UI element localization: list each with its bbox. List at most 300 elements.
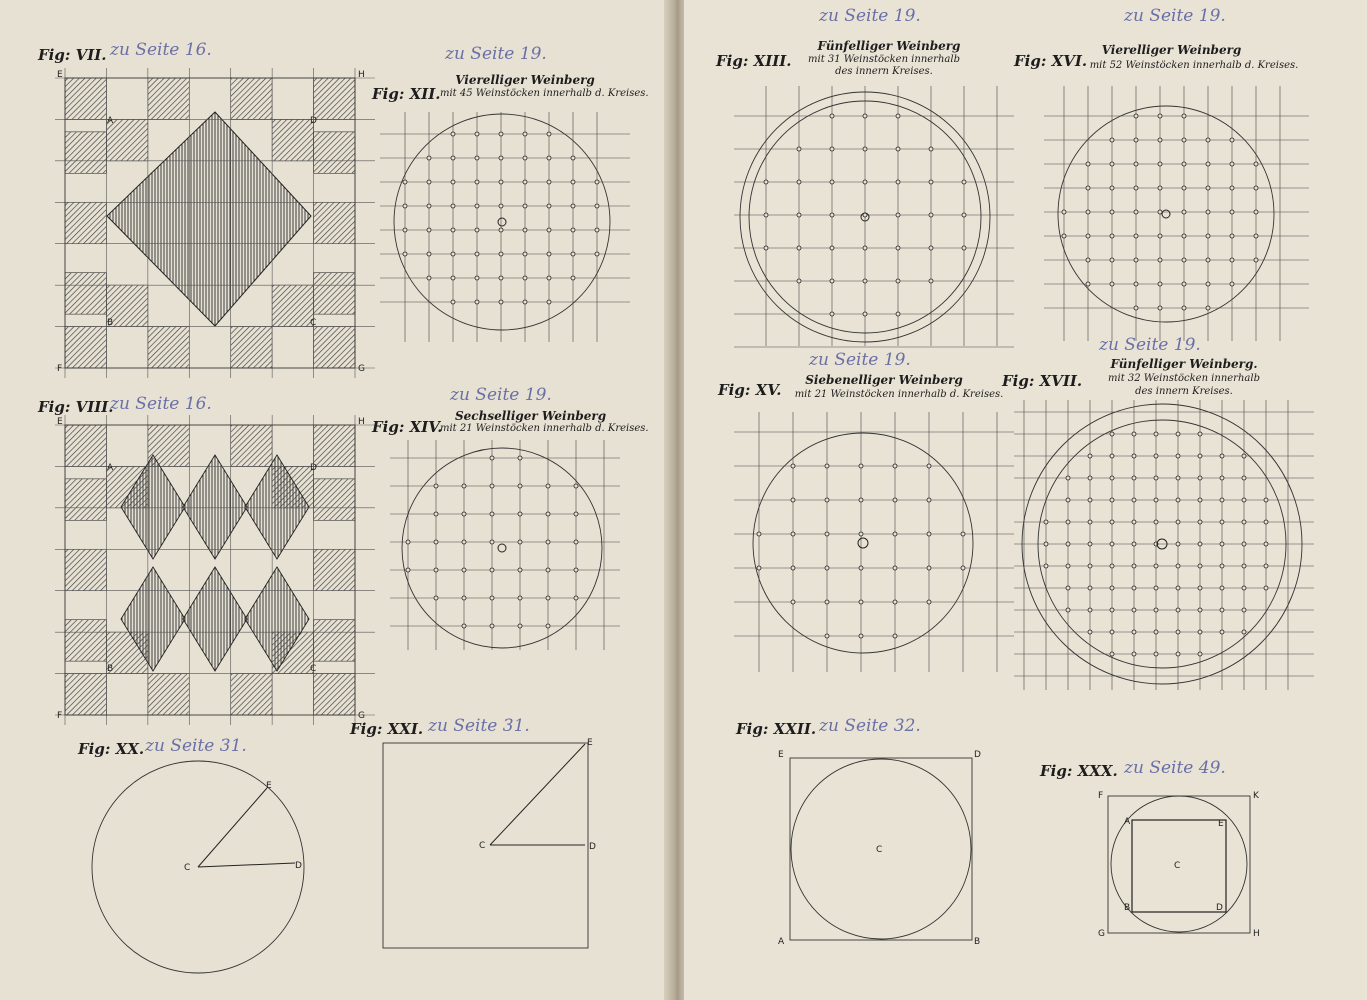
vine-dot (547, 300, 551, 304)
vine-dot (859, 634, 863, 638)
vine-dot (791, 532, 795, 536)
fig22-label-e: E (778, 750, 784, 760)
fig22-label-a: A (778, 937, 785, 947)
vine-dot (764, 213, 768, 217)
fig13-note: zu Seite 19. (819, 6, 921, 26)
fig8-corner-e: E (57, 417, 63, 427)
vine-dot (1176, 542, 1180, 546)
vine-dot (1086, 282, 1090, 286)
vine-dot (1220, 608, 1224, 612)
vine-dot (1158, 234, 1162, 238)
left-page (0, 0, 668, 1000)
vine-dot (546, 624, 550, 628)
vine-dot (825, 566, 829, 570)
vine-dot (1176, 520, 1180, 524)
vine-dot (427, 180, 431, 184)
vine-dot (1230, 138, 1234, 142)
vine-dot (1044, 520, 1048, 524)
fig7-corner-g: G (358, 364, 365, 374)
fig8-corner-c: C (310, 664, 317, 674)
vine-dot (797, 246, 801, 250)
vine-dot (1158, 258, 1162, 262)
vine-dot (571, 276, 575, 280)
vine-dot (1230, 234, 1234, 238)
vine-dot (490, 596, 494, 600)
fig17-title: Fünfelliger Weinberg. (1110, 357, 1258, 371)
vine-dot (1220, 542, 1224, 546)
vine-dot (595, 228, 599, 232)
vine-dot (547, 204, 551, 208)
fig21-label-d: D (589, 842, 596, 852)
fig8-number: Fig: VIII. (38, 398, 114, 416)
vine-dot (1154, 630, 1158, 634)
vine-dot (595, 252, 599, 256)
vine-dot (1220, 564, 1224, 568)
fig14-number: Fig: XIV. (372, 418, 443, 436)
vine-dot (830, 114, 834, 118)
vine-dot (1198, 586, 1202, 590)
fig20-label-c: C (184, 863, 191, 873)
vine-dot (499, 132, 503, 136)
vine-dot (1206, 210, 1210, 214)
fig30-label-e: E (1218, 819, 1224, 829)
vine-dot (1230, 282, 1234, 286)
vine-dot (499, 276, 503, 280)
vine-dot (1242, 586, 1246, 590)
vine-dot (859, 532, 863, 536)
vine-dot (927, 498, 931, 502)
vine-dot (1086, 258, 1090, 262)
vine-dot (896, 246, 900, 250)
vine-dot (961, 532, 965, 536)
vine-dot (523, 132, 527, 136)
vine-dot (1242, 630, 1246, 634)
vine-dot (571, 228, 575, 232)
vine-dot (427, 204, 431, 208)
vine-dot (595, 204, 599, 208)
fig13-subtitle1: mit 31 Weinstöcken innerhalb (808, 54, 960, 65)
fig16-number: Fig: XVI. (1014, 52, 1088, 70)
vine-dot (1198, 432, 1202, 436)
vine-dot (1264, 586, 1268, 590)
vine-dot (1110, 652, 1114, 656)
vine-dot (1158, 282, 1162, 286)
vine-dot (1206, 162, 1210, 166)
vine-dot (1154, 476, 1158, 480)
vine-dot (1242, 498, 1246, 502)
vine-dot (427, 156, 431, 160)
vine-dot (896, 213, 900, 217)
fig30-label-a: A (1124, 817, 1131, 827)
vine-dot (791, 600, 795, 604)
vine-dot (1110, 454, 1114, 458)
fig30-label-b: B (1124, 903, 1131, 913)
vine-dot (595, 180, 599, 184)
vine-dot (1134, 234, 1138, 238)
vine-dot (1132, 520, 1136, 524)
fig7-number: Fig: VII. (38, 46, 107, 64)
vine-dot (1132, 476, 1136, 480)
vine-dot (571, 252, 575, 256)
fig16-subtitle: mit 52 Weinstöcken innerhalb d. Kreises. (1089, 60, 1299, 71)
vine-dot (403, 180, 407, 184)
vine-dot (571, 180, 575, 184)
vine-dot (1220, 586, 1224, 590)
vine-dot (893, 600, 897, 604)
vine-dot (1132, 432, 1136, 436)
vine-dot (462, 624, 466, 628)
vine-dot (475, 300, 479, 304)
vine-dot (1132, 498, 1136, 502)
vine-dot (475, 228, 479, 232)
vine-dot (1206, 282, 1210, 286)
vine-dot (1132, 586, 1136, 590)
vine-dot (1206, 234, 1210, 238)
vine-dot (1110, 520, 1114, 524)
vine-dot (547, 180, 551, 184)
fig12-diagram (380, 112, 630, 342)
vine-dot (475, 180, 479, 184)
fig15-note: zu Seite 19. (809, 350, 911, 370)
fig8-diamonds (121, 455, 309, 671)
fig20-note: zu Seite 31. (145, 736, 247, 756)
vine-dot (574, 540, 578, 544)
fig14-title: Sechselliger Weinberg (455, 409, 607, 423)
fig12-number: Fig: XII. (372, 85, 441, 103)
fig21-note: zu Seite 31. (428, 716, 530, 736)
vine-dot (1176, 630, 1180, 634)
vine-dot (574, 512, 578, 516)
fig14-diagram (390, 440, 620, 650)
vine-dot (1198, 542, 1202, 546)
vine-dot (523, 252, 527, 256)
vine-dot (1206, 258, 1210, 262)
vine-dot (1134, 306, 1138, 310)
vine-dot (1254, 210, 1258, 214)
vine-dot (1110, 586, 1114, 590)
vine-dot (1206, 186, 1210, 190)
vine-dot (830, 213, 834, 217)
fig20-label-d: D (295, 861, 302, 871)
vine-dot (523, 276, 527, 280)
vine-dot (499, 156, 503, 160)
vine-dot (518, 568, 522, 572)
vine-dot (1254, 186, 1258, 190)
vine-dot (1264, 564, 1268, 568)
vine-dot (863, 180, 867, 184)
vine-dot (1182, 258, 1186, 262)
vine-dot (1154, 520, 1158, 524)
vine-dot (1110, 608, 1114, 612)
vine-dot (1182, 282, 1186, 286)
vine-dot (523, 204, 527, 208)
vine-dot (764, 180, 768, 184)
vine-dot (863, 279, 867, 283)
vine-dot (1066, 476, 1070, 480)
vine-dot (451, 276, 455, 280)
vine-dot (1230, 186, 1234, 190)
vine-dot (927, 566, 931, 570)
fig22-diagram (774, 744, 994, 954)
vine-dot (1110, 162, 1114, 166)
fig17-note: zu Seite 19. (1099, 335, 1201, 355)
vine-dot (830, 312, 834, 316)
vine-dot (893, 464, 897, 468)
vine-dot (1066, 586, 1070, 590)
vine-dot (791, 566, 795, 570)
fig30-note: zu Seite 49. (1124, 758, 1226, 778)
vine-dot (1206, 138, 1210, 142)
vine-dot (1220, 630, 1224, 634)
vine-dot (547, 252, 551, 256)
vine-dot (406, 540, 410, 544)
vine-dot (1066, 564, 1070, 568)
vine-dot (451, 204, 455, 208)
vine-dot (1198, 476, 1202, 480)
vine-dot (451, 300, 455, 304)
fig30-label-h: H (1253, 929, 1260, 939)
vine-dot (490, 456, 494, 460)
vine-dot (462, 596, 466, 600)
vine-dot (490, 624, 494, 628)
fig17-diagram (1014, 400, 1314, 690)
vine-dot (434, 512, 438, 516)
vine-dot (523, 228, 527, 232)
vine-dot (1158, 162, 1162, 166)
vine-dot (518, 540, 522, 544)
vine-dot (1176, 432, 1180, 436)
fig8-note: zu Seite 16. (110, 394, 212, 414)
vine-dot (859, 498, 863, 502)
vine-dot (1220, 454, 1224, 458)
vine-dot (546, 568, 550, 572)
vine-dot (1110, 542, 1114, 546)
vine-dot (830, 180, 834, 184)
vine-dot (499, 180, 503, 184)
vine-dot (1110, 138, 1114, 142)
vine-dot (546, 596, 550, 600)
vine-dot (427, 228, 431, 232)
vine-dot (451, 156, 455, 160)
fig30-diagram (1096, 788, 1266, 943)
vine-dot (863, 147, 867, 151)
vine-dot (1044, 542, 1048, 546)
vine-dot (1110, 234, 1114, 238)
vine-dot (1182, 138, 1186, 142)
vine-dot (1154, 498, 1158, 502)
vine-dot (825, 600, 829, 604)
vine-dot (1220, 520, 1224, 524)
vine-dot (859, 600, 863, 604)
fig22-label-b: B (974, 937, 981, 947)
fig30-label-g: G (1098, 929, 1105, 939)
vine-dot (929, 246, 933, 250)
fig20-diagram (90, 760, 330, 980)
vine-dot (1158, 306, 1162, 310)
vine-dot (1242, 608, 1246, 612)
fig30-number: Fig: XXX. (1040, 762, 1118, 780)
vine-dot (1198, 454, 1202, 458)
vine-dot (757, 532, 761, 536)
vine-dot (1066, 542, 1070, 546)
vine-dot (797, 147, 801, 151)
vine-dot (434, 568, 438, 572)
fig21-label-e: E (587, 738, 593, 748)
vine-dot (825, 634, 829, 638)
fig15-number: Fig: XV. (718, 381, 782, 399)
vine-dot (1198, 564, 1202, 568)
vine-dot (1206, 306, 1210, 310)
vine-dot (490, 484, 494, 488)
fig30-label-k: K (1253, 791, 1259, 801)
vine-dot (1134, 258, 1138, 262)
vine-dot (523, 300, 527, 304)
vine-dot (1230, 258, 1234, 262)
vine-dot (1134, 138, 1138, 142)
vine-dot (546, 540, 550, 544)
vine-dot (1086, 186, 1090, 190)
vine-dot (896, 114, 900, 118)
fig16-diagram (1044, 86, 1309, 341)
vine-dot (1242, 454, 1246, 458)
vine-dot (499, 300, 503, 304)
fig13-diagram (734, 86, 1014, 346)
vine-dot (1254, 234, 1258, 238)
vine-dot (499, 252, 503, 256)
fig8-corner-g: G (358, 711, 365, 721)
vine-dot (1134, 114, 1138, 118)
vine-dot (475, 204, 479, 208)
vine-dot (1154, 586, 1158, 590)
vine-dot (1088, 608, 1092, 612)
vine-dot (475, 252, 479, 256)
fig8-corner-b: B (107, 664, 114, 674)
vine-dot (403, 204, 407, 208)
vine-dot (1176, 498, 1180, 502)
vine-dot (1134, 162, 1138, 166)
vine-dot (863, 312, 867, 316)
fig12-note: zu Seite 19. (445, 44, 547, 64)
vine-dot (1154, 564, 1158, 568)
vine-dot (406, 568, 410, 572)
vine-dot (462, 512, 466, 516)
vine-dot (893, 498, 897, 502)
vine-dot (1134, 282, 1138, 286)
vine-dot (896, 279, 900, 283)
vine-dot (574, 568, 578, 572)
vine-dot (451, 252, 455, 256)
vine-dot (896, 147, 900, 151)
fig7-corner-f: F (57, 364, 63, 374)
vine-dot (427, 276, 431, 280)
vine-dot (571, 204, 575, 208)
vine-dot (1044, 564, 1048, 568)
vine-dot (1264, 542, 1268, 546)
vine-dot (830, 246, 834, 250)
vine-dot (1176, 608, 1180, 612)
vine-dot (462, 540, 466, 544)
vine-dot (1198, 630, 1202, 634)
vine-dot (1182, 306, 1186, 310)
fig14-subtitle: mit 21 Weinstöcken innerhalb d. Kreises. (440, 423, 649, 434)
fig7-diagram (55, 68, 375, 378)
vine-dot (1198, 608, 1202, 612)
fig8-corner-a: A (107, 463, 114, 473)
vine-dot (1088, 630, 1092, 634)
vine-dot (1110, 258, 1114, 262)
vine-dot (1132, 652, 1136, 656)
vine-dot (546, 512, 550, 516)
vine-dot (863, 114, 867, 118)
vine-dot (797, 180, 801, 184)
vine-dot (1198, 498, 1202, 502)
vine-dot (1110, 282, 1114, 286)
vine-dot (1088, 454, 1092, 458)
vine-dot (962, 246, 966, 250)
vine-dot (1176, 586, 1180, 590)
fig21-number: Fig: XXI. (350, 720, 424, 738)
vine-dot (1086, 234, 1090, 238)
fig7-corner-e: E (57, 70, 63, 80)
fig7-corner-h: H (358, 70, 365, 80)
fig21-diagram (375, 735, 605, 960)
vine-dot (927, 464, 931, 468)
fig13-subtitle2: des innern Kreises. (835, 66, 933, 77)
fig13-number: Fig: XIII. (716, 52, 792, 70)
fig7-note: zu Seite 16. (110, 40, 212, 60)
vine-dot (499, 204, 503, 208)
vine-dot (434, 596, 438, 600)
vine-dot (490, 568, 494, 572)
vine-dot (1242, 564, 1246, 568)
vine-dot (451, 180, 455, 184)
vine-dot (518, 512, 522, 516)
fig30-label-d: D (1216, 903, 1223, 913)
fig22-number: Fig: XXII. (736, 720, 817, 738)
vine-dot (451, 228, 455, 232)
fig8-diagram (55, 415, 375, 725)
vine-dot (523, 180, 527, 184)
fig17-subtitle2: des innern Kreises. (1135, 386, 1233, 397)
vine-dot (427, 252, 431, 256)
vine-dot (1220, 476, 1224, 480)
vine-dot (1158, 138, 1162, 142)
fig30-label-f: F (1098, 791, 1104, 801)
vine-dot (1110, 186, 1114, 190)
vine-dot (929, 213, 933, 217)
fig22-label-c: C (876, 845, 883, 855)
vine-dot (1242, 542, 1246, 546)
fig14-note: zu Seite 19. (450, 385, 552, 405)
vine-dot (1182, 114, 1186, 118)
vine-dot (929, 279, 933, 283)
vine-dot (451, 132, 455, 136)
vine-dot (518, 596, 522, 600)
vine-dot (1242, 476, 1246, 480)
vine-dot (1182, 234, 1186, 238)
vine-dot (490, 512, 494, 516)
vine-dot (462, 484, 466, 488)
vine-dot (1154, 454, 1158, 458)
vine-dot (1062, 210, 1066, 214)
vine-dot (1198, 520, 1202, 524)
vine-dot (1066, 608, 1070, 612)
fig22-label-d: D (974, 750, 981, 760)
vine-dot (1220, 498, 1224, 502)
vine-dot (518, 484, 522, 488)
vine-dot (475, 156, 479, 160)
vine-dot (571, 156, 575, 160)
